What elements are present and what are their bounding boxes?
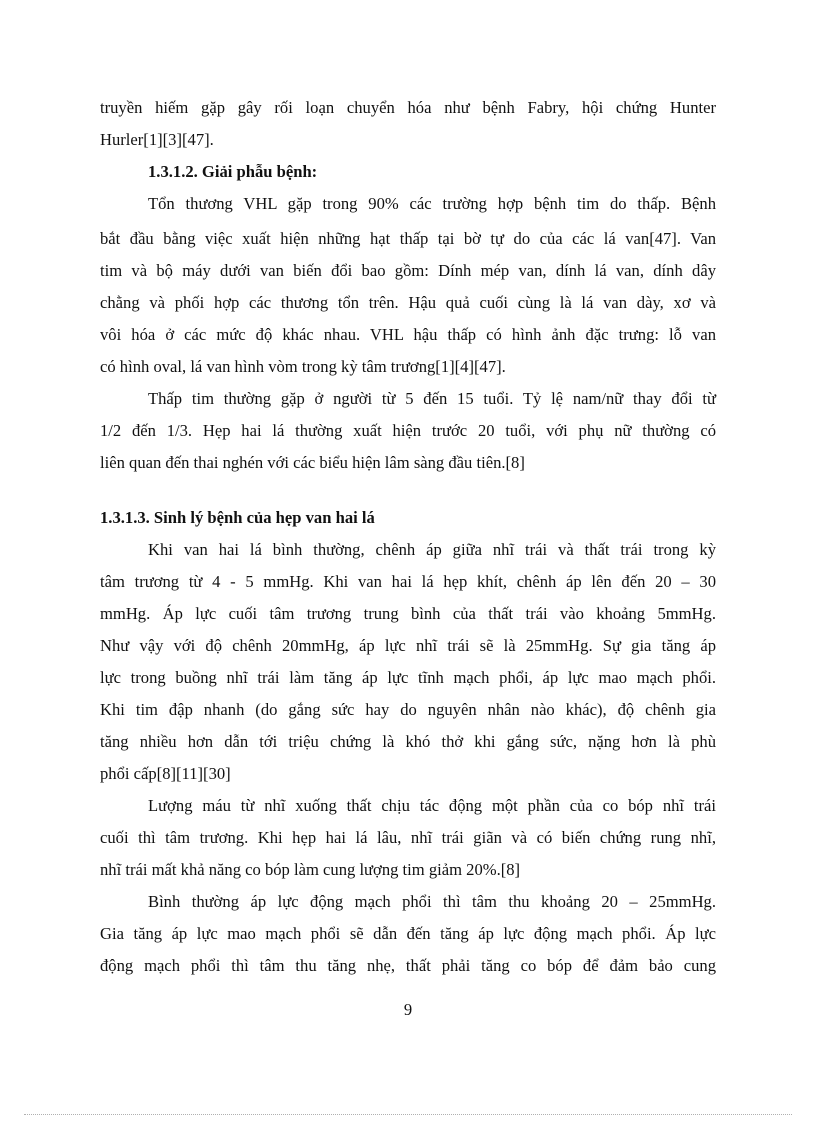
page-number: 9 xyxy=(403,1000,413,1019)
paragraph-line: mmHg. Áp lực cuối tâm trương trung bình của thất trái vào khoảng 5mmHg. xyxy=(100,604,716,623)
paragraph-line: Hurler[1][3][47]. xyxy=(100,130,214,149)
paragraph-line: động mạch phổi thì tâm thu tăng nhẹ, thất phải tăng co bóp để đảm bảo cung xyxy=(100,956,716,975)
paragraph-line: cuối thì tâm trương. Khi hẹp hai lá lâu, nhĩ trái giãn và có biến chứng rung nhĩ, xyxy=(100,828,716,847)
paragraph-line: Lượng máu từ nhĩ xuống thất chịu tác động một phần của co bóp nhĩ trái xyxy=(148,796,716,815)
paragraph-line: có hình oval, lá van hình vòm trong kỳ tâm trương[1][4][47]. xyxy=(100,357,506,376)
paragraph-line: tim và bộ máy dưới van biến đổi bao gồm: Dính mép van, dính lá van, dính dây xyxy=(100,261,716,280)
paragraph-line: truyền hiếm gặp gây rối loạn chuyển hóa như bệnh Fabry, hội chứng Hunter xyxy=(100,98,716,117)
paragraph-line: 1/2 đến 1/3. Hẹp hai lá thường xuất hiện trước 20 tuổi, với phụ nữ thường có xyxy=(100,421,716,440)
paragraph-line: Tổn thương VHL gặp trong 90% các trường hợp bệnh tim do thấp. Bệnh xyxy=(148,194,716,213)
paragraph-line: Gia tăng áp lực mao mạch phổi sẽ dẫn đến tăng áp lực động mạch phổi. Áp lực xyxy=(100,924,716,943)
paragraph-line: vôi hóa ở các mức độ khác nhau. VHL hậu thấp có hình ảnh đặc trưng: lỗ van xyxy=(100,325,716,344)
paragraph-line: tăng nhiều hơn dẫn tới triệu chứng là khó thở khi gắng sức, nặng hơn là phù xyxy=(100,732,716,751)
paragraph-line: Khi tim đập nhanh (do gắng sức hay do nguyên nhân nào khác), độ chênh gia xyxy=(100,700,716,719)
paragraph-line: phổi cấp[8][11][30] xyxy=(100,764,231,783)
section-heading: 1.3.1.2. Giải phẫu bệnh: xyxy=(148,162,318,181)
paragraph-line: chằng và phối hợp các thương tổn trên. Hậu quả cuối cùng là lá van dày, xơ và xyxy=(100,293,716,312)
paragraph-line: Như vậy với độ chênh 20mmHg, áp lực nhĩ trái sẽ là 25mmHg. Sự gia tăng áp xyxy=(100,636,716,655)
paragraph-line: nhĩ trái mất khả năng co bóp làm cung lượng tim giảm 20%.[8] xyxy=(100,860,521,879)
page-boundary-divider xyxy=(24,1114,792,1115)
paragraph-line: bắt đầu bằng việc xuất hiện những hạt thấp tại bờ tự do của các lá van[47]. Van xyxy=(100,229,716,248)
paragraph-line: lực trong buồng nhĩ trái làm tăng áp lực tĩnh mạch phổi, áp lực mao mạch phổi. xyxy=(100,668,716,687)
paragraph-line: Khi van hai lá bình thường, chênh áp giữa nhĩ trái và thất trái trong kỳ xyxy=(148,540,716,559)
paragraph-line: liên quan đến thai nghén với các biểu hiện lâm sàng đầu tiên.[8] xyxy=(100,453,525,472)
paragraph-line: tâm trương từ 4 - 5 mmHg. Khi van hai lá hẹp khít, chênh áp lên đến 20 – 30 xyxy=(100,572,716,591)
section-heading: 1.3.1.3. Sinh lý bệnh của hẹp van hai lá xyxy=(100,508,375,527)
paragraph-line: Bình thường áp lực động mạch phổi thì tâm thu khoảng 20 – 25mmHg. xyxy=(148,892,716,911)
paragraph-line: Thấp tim thường gặp ở người từ 5 đến 15 tuổi. Tỷ lệ nam/nữ thay đổi từ xyxy=(148,389,716,408)
